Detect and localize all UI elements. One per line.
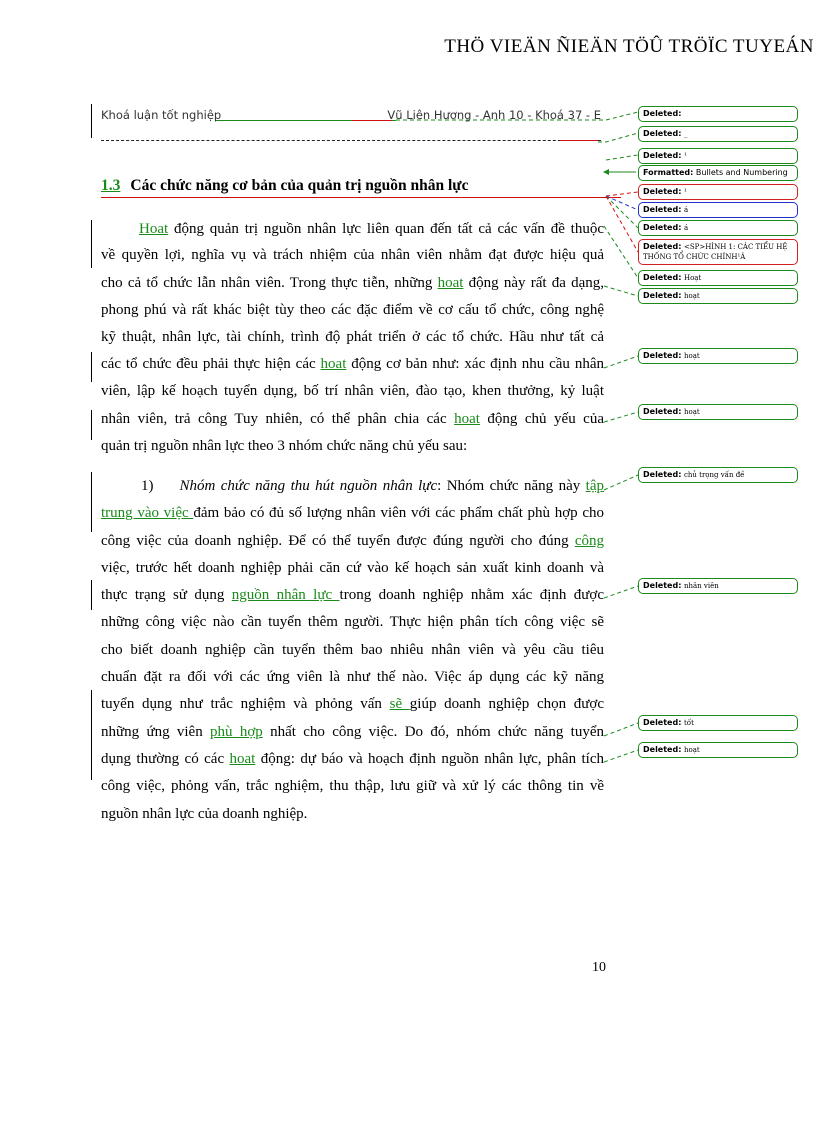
text-run: nhân viên, trả công Tuy nhiên, có thể phân chia các — [101, 411, 455, 427]
balloon-text: _ — [683, 130, 688, 138]
inserted-text: hoat — [437, 275, 464, 291]
change-bar — [91, 690, 92, 780]
balloon-text: ¹ — [683, 152, 687, 160]
text-line: viên, lập kế hoạch tuyển dụng, bố trí nhân viên, đào tạo, khen thưởng, kỷ luật — [101, 383, 604, 399]
text-line: cho biết doanh nghiệp cần tuyển thêm bao nhiêu nhân viên và yêu cầu tiêu — [101, 642, 604, 658]
text-line: những công việc nào cần tuyển thêm người. Thực hiện phân tích công việc sẽ — [101, 614, 604, 630]
inserted-text: hoat — [229, 751, 256, 767]
text-run: cho cả tổ chức lẫn nhân viên. Trong thực tiễn, những — [101, 275, 438, 291]
page-number: 10 — [592, 960, 606, 975]
site-header: THÖ VIEÄN ÑIEÄN TÖÛ TRÖÏC TUYEÁN — [444, 36, 814, 57]
text-run: trong doanh nghiệp nhằm xác định được — [339, 587, 604, 603]
header-delete-underline — [352, 120, 392, 121]
balloon-text: Hoạt — [683, 274, 702, 282]
text-run: công việc của doanh nghiệp. Để có thể tuyển được đúng người cho đúng — [101, 533, 575, 549]
list-number: 1) — [141, 478, 154, 494]
inserted-text: phù hợp — [210, 724, 263, 740]
balloon-text: <SP>HÌNH 1: CÁC TIỂU HỆ THỐNG TỔ CHỨC CHÍNH¹Á — [643, 243, 788, 261]
balloon-keyword: Deleted: — [643, 745, 682, 754]
balloon-text: nhân viên — [683, 582, 719, 590]
heading-deleted-rule — [101, 197, 621, 198]
balloon-keyword: Deleted: — [643, 242, 682, 251]
text-run: nhất cho công việc. Do đó, nhóm chức năng tuyển — [262, 724, 604, 740]
balloon-keyword: Deleted: — [643, 273, 682, 282]
change-bar — [91, 580, 92, 610]
text-line: quản trị nguồn nhân lực theo 3 nhóm chức năng chủ yếu sau: — [101, 438, 468, 454]
deleted-balloon[interactable] — [638, 578, 798, 594]
text-line: phong phú và rất khác biệt tùy theo các đặc điểm về cơ cấu tổ chức, công nghệ — [101, 302, 604, 318]
deleted-balloon[interactable] — [638, 126, 798, 142]
text-line: chuẩn đặt ra đối với các ứng viên là như thế nào. Việc áp dụng các kỹ năng — [101, 669, 604, 685]
text-line: kỹ thuật, nhân lực, tài chính, trình độ phát triển ở các tổ chức. Hầu như tất cả — [101, 329, 604, 345]
balloon-keyword: Deleted: — [643, 291, 682, 300]
text-run: thực trạng sử dụng — [101, 587, 232, 603]
deleted-balloon[interactable] — [638, 404, 798, 420]
balloon-keyword: Deleted: — [643, 187, 682, 196]
deleted-balloon[interactable] — [638, 270, 798, 286]
deleted-balloon[interactable] — [638, 348, 798, 364]
inserted-text: công — [574, 533, 604, 549]
balloon-keyword: Deleted: — [643, 351, 682, 360]
balloon-keyword: Deleted: — [643, 581, 682, 590]
balloon-text: Bullets and Numbering — [695, 168, 788, 177]
formatted-balloon[interactable] — [638, 165, 798, 181]
text-run: giúp doanh nghiệp chọn được — [409, 696, 604, 712]
inserted-text: tập — [585, 478, 604, 494]
balloon-keyword: Deleted: — [643, 470, 682, 479]
header-left-text: Khoá luận tốt nghiệp — [101, 108, 222, 122]
text-line — [101, 218, 604, 240]
text-run: đảm bảo có đủ số lượng nhân viên với các phẩm chất phù hợp cho — [193, 505, 604, 521]
text-line: về quyền lợi, nghĩa vụ và trách nhiệm của nhân viên nhằm đạt được hiệu quả — [101, 247, 604, 263]
balloon-keyword: Deleted: — [643, 223, 682, 232]
balloon-text: chủ trọng vấn đề — [683, 471, 745, 479]
inserted-text: nguồn nhân lực — [231, 587, 340, 603]
deleted-balloon[interactable] — [638, 288, 798, 304]
deleted-balloon[interactable] — [638, 715, 798, 731]
deleted-balloon[interactable] — [638, 148, 798, 164]
balloon-keyword: Deleted: — [643, 205, 682, 214]
change-bar — [91, 220, 92, 268]
text-line — [101, 272, 604, 294]
text-line — [101, 693, 604, 715]
text-run: dụng thường có các — [101, 751, 230, 767]
inserted-text: sẽ — [389, 696, 410, 712]
text-run: các tổ chức đều phải thực hiện các — [101, 356, 321, 372]
text-run: tuyển dụng như trắc nghiệm và phỏng vấn — [101, 696, 390, 712]
balloon-keyword: Deleted: — [643, 407, 682, 416]
change-bar — [91, 410, 92, 440]
text-line — [101, 408, 604, 430]
text-line: nguồn nhân lực của doanh nghiệp. — [101, 806, 308, 822]
balloon-text: á — [683, 206, 689, 214]
section-heading — [101, 177, 469, 195]
text-line — [101, 475, 604, 497]
deleted-balloon[interactable] — [638, 202, 798, 218]
text-run: những ứng viên — [101, 724, 211, 740]
deleted-balloon[interactable] — [638, 742, 798, 758]
header-rule — [101, 140, 601, 141]
text-line: việc, trước hết doanh nghiệp phải căn cứ vào kế hoạch sản xuất kinh doanh và — [101, 560, 604, 576]
deleted-balloon[interactable] — [638, 467, 798, 483]
text-line: công việc, phỏng vấn, trắc nghiệm, thu thập, lưu giữ và xử lý các thông tin về — [101, 778, 604, 794]
text-line — [101, 502, 604, 524]
inserted-text: hoat — [454, 411, 480, 427]
inserted-text: hoat — [320, 356, 347, 372]
text-line — [101, 353, 604, 375]
text-line — [101, 721, 604, 743]
deleted-balloon[interactable] — [638, 106, 798, 122]
text-line — [101, 530, 604, 552]
deleted-balloon[interactable] — [638, 220, 798, 236]
inserted-text: Hoat — [139, 221, 169, 237]
text-line — [101, 584, 604, 606]
deleted-balloon[interactable] — [638, 239, 798, 265]
balloon-text: hoạt — [683, 292, 700, 300]
header-right-text: Vũ Liên Hương - Anh 10 - Khoá 37 - E — [387, 108, 601, 122]
balloon-keyword: Deleted: — [643, 109, 682, 118]
text-run: : Nhóm chức năng này — [437, 478, 586, 494]
balloon-text: á — [683, 224, 689, 232]
header-rule-deleted — [560, 140, 598, 141]
inserted-text: trung vào việc — [101, 505, 194, 521]
balloon-text: hoạt — [683, 746, 700, 754]
text-run: động quản trị nguồn nhân lực liên quan đến tất cả các vấn đề thuộc — [168, 221, 604, 237]
balloon-text: ¹ — [683, 188, 687, 196]
section-number: 1.3 — [101, 177, 121, 194]
balloon-text: hoạt — [683, 408, 700, 416]
text-line — [101, 748, 604, 770]
change-bar — [91, 352, 92, 382]
change-bar — [91, 472, 92, 532]
text-run: động: dự báo và hoạch định nguồn nhân lực, phân tích — [255, 751, 604, 767]
italic-term: Nhóm chức năng thu hút nguồn nhân lực — [179, 478, 438, 494]
balloon-keyword: Deleted: — [643, 129, 682, 138]
balloon-keyword: Deleted: — [643, 718, 682, 727]
section-title: Các chức năng cơ bản của quản trị nguồn nhân lực — [130, 177, 469, 194]
deleted-balloon[interactable] — [638, 184, 798, 200]
text-run: động chủ yếu của — [479, 411, 604, 427]
balloon-text: hoạt — [683, 352, 700, 360]
text-run: động cơ bản như: xác định nhu cầu nhân — [346, 356, 604, 372]
change-bar — [91, 104, 92, 138]
balloon-text: tốt — [683, 719, 694, 727]
text-run: động này rất đa dạng, — [463, 275, 604, 291]
balloon-keyword: Formatted: — [643, 168, 694, 177]
balloon-keyword: Deleted: — [643, 151, 682, 160]
